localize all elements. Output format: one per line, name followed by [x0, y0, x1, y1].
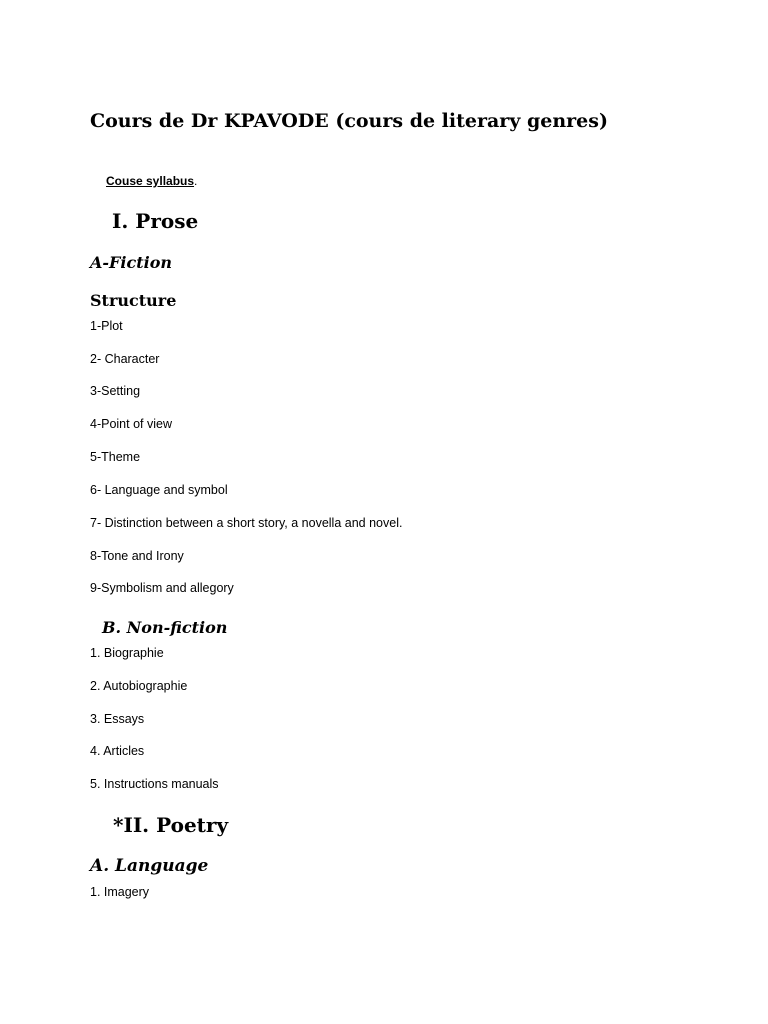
list-item: 8-Tone and Irony: [90, 549, 184, 563]
list-item: 4. Articles: [90, 744, 145, 758]
list-item: 3-Setting: [90, 384, 141, 398]
page-title: Cours de Dr KPAVODE (cours de literary genres): [90, 110, 608, 132]
list-item: 2. Autobiographie: [90, 679, 188, 693]
list-item: 6- Language and symbol: [90, 483, 228, 497]
list-item: 3. Essays: [90, 712, 145, 726]
structure-heading: Structure: [90, 291, 177, 310]
subsection-heading-fiction: A-Fiction: [90, 253, 173, 272]
syllabus-label: [106, 175, 197, 187]
list-item: 1. Biographie: [90, 646, 164, 660]
syllabus-label-text: Couse syllabus: [106, 174, 195, 188]
section-heading-prose: I. Prose: [112, 209, 199, 233]
subsection-heading-nonfiction: B. Non-fiction: [102, 618, 228, 637]
syllabus-period: .: [194, 174, 198, 188]
list-item: 1-Plot: [90, 319, 123, 333]
subsection-heading-language: A. Language: [90, 856, 209, 876]
list-item: 5-Theme: [90, 450, 141, 464]
list-item: 9-Symbolism and allegory: [90, 581, 234, 595]
list-item: 2- Character: [90, 352, 160, 366]
list-item: 7- Distinction between a short story, a novella and novel.: [90, 516, 403, 530]
section-heading-poetry: *II. Poetry: [113, 813, 229, 837]
list-item: 1. Imagery: [90, 885, 150, 899]
list-item: 5. Instructions manuals: [90, 777, 219, 791]
list-item: 4-Point of view: [90, 417, 172, 431]
